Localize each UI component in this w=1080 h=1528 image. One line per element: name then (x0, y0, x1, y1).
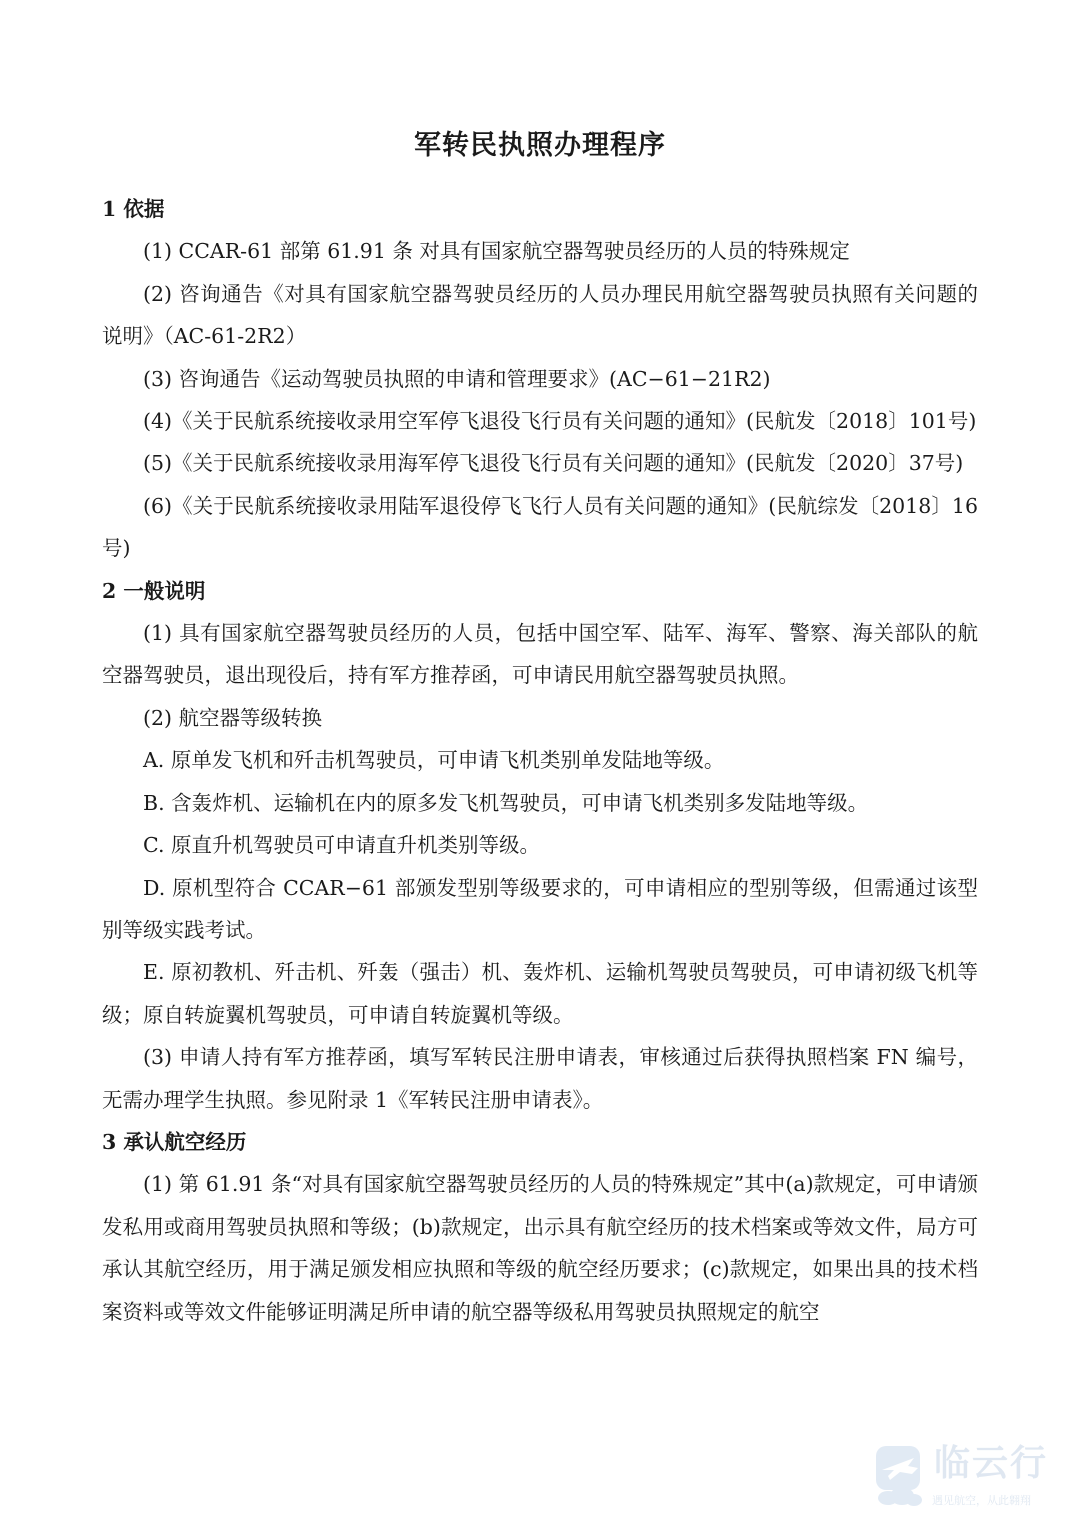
paragraph: E. 原初教机、歼击机、歼轰（强击）机、轰炸机、运输机驾驶员驾驶员，可申请初级飞机等级；原自转旋翼机驾驶员，可申请自转旋翼机等级。 (102, 960, 978, 1027)
paragraph: (1) 第 61.91 条“对具有国家航空器驾驶员经历的人员的特殊规定”其中(a)款规定，可申请颁发私用或商用驾驶员执照和等级；(b)款规定，出示具有航空经历的技术档案或等效文件，局方可承认其航空经历，用于满足颁发相应执照和等级的航空经历要求；(c)款规定，如果出具的技术档案资料或等效文件能够证明满足所申请的航空器等级私用驾驶员执照规定的航空 (102, 1172, 978, 1324)
section-basis (102, 188, 978, 570)
section-heading: 2 一般说明 (102, 578, 206, 603)
section-heading: 1 依据 (102, 197, 165, 221)
section-heading: 3 承认航空经历 (102, 1129, 247, 1154)
watermark-name: 临云行 (934, 1443, 1049, 1484)
paragraph: B. 含轰炸机、运输机在内的原多发飞机驾驶员，可申请飞机类别多发陆地等级。 (143, 790, 869, 815)
document-body (102, 188, 978, 1333)
airplane-cloud-logo-icon (874, 1444, 924, 1510)
paragraph: (1) CCAR-61 部第 61.91 条 对具有国家航空器驾驶员经历的人员的特殊规定 (143, 239, 850, 264)
paragraph: (1) 具有国家航空器驾驶员经历的人员，包括中国空军、陆军、海军、警察、海关部队的航空器驾驶员，退出现役后，持有军方推荐函，可申请民用航空器驾驶员执照。 (102, 621, 978, 688)
paragraph: (6)《关于民航系统接收录用陆军退役停飞飞行人员有关问题的通知》(民航综发〔2018〕16 号) (102, 493, 978, 561)
section-general (102, 570, 978, 1121)
paragraph: (5)《关于民航系统接收录用海军停飞退役飞行员有关问题的通知》(民航发〔2020〕37号) (143, 451, 964, 476)
paragraph: (3) 申请人持有军方推荐函，填写军转民注册申请表，审核通过后获得执照档案 FN 编号，无需办理学生执照。参见附录 1《军转民注册申请表》。 (102, 1045, 978, 1112)
paragraph: (4)《关于民航系统接收录用空军停飞退役飞行员有关问题的通知》(民航发〔2018〕101号) (143, 409, 977, 434)
paragraph: (2) 航空器等级转换 (143, 705, 323, 730)
paragraph: (3) 咨询通告《运动驾驶员执照的申请和管理要求》(AC−61−21R2) (143, 366, 771, 391)
watermark-slogan: 遇见航空，从此翱翔 (932, 1494, 1031, 1507)
paragraph: A. 原单发飞机和歼击机驾驶员，可申请飞机类别单发陆地等级。 (143, 748, 725, 773)
paragraph: D. 原机型符合 CCAR−61 部颁发型别等级要求的，可申请相应的型别等级，但需通过该型别等级实践考试。 (102, 875, 978, 942)
watermark (868, 1440, 1068, 1520)
section-experience (102, 1121, 978, 1333)
paragraph: C. 原直升机驾驶员可申请直升机类别等级。 (143, 833, 540, 858)
paragraph: (2) 咨询通告《对具有国家航空器驾驶员经历的人员办理民用航空器驾驶员执照有关问题的说明》（AC-61-2R2） (102, 281, 978, 349)
document-title: 军转民执照办理程序 (414, 130, 666, 161)
